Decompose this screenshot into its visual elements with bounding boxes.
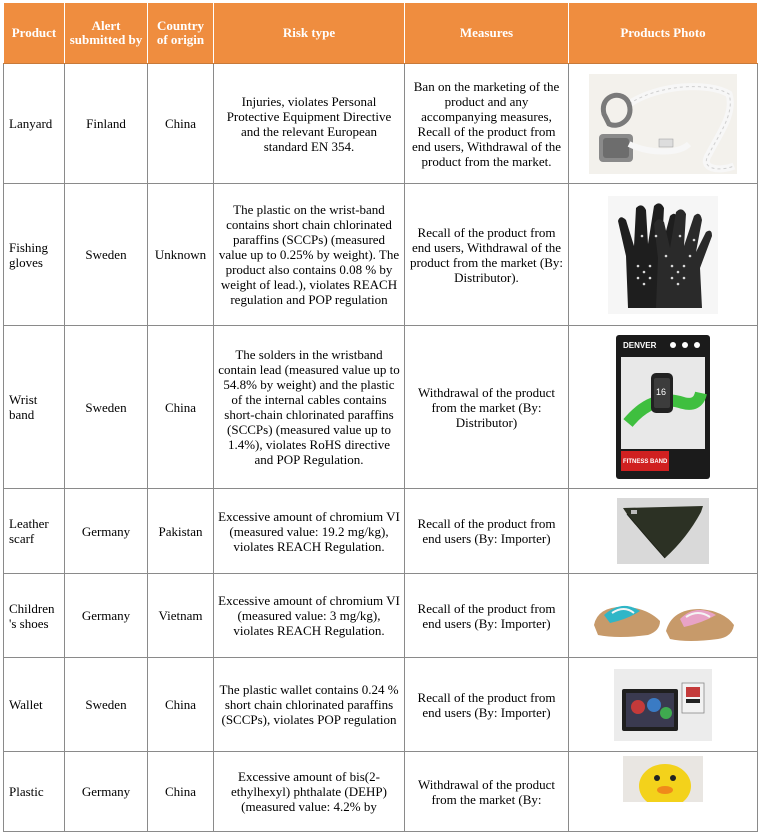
header-risk-type: Risk type — [214, 3, 405, 64]
product-alerts-table — [3, 2, 758, 832]
country-cell: China — [148, 64, 214, 184]
header-alert-submitted-by: Alert submitted by — [65, 3, 148, 64]
header-products-photo: Products Photo — [569, 3, 758, 64]
table-row — [4, 184, 758, 326]
risk-cell: Excessive amount of chromium VI (measured value: 3 mg/kg), violates REACH Regulation. — [214, 574, 405, 658]
photo-cell — [569, 64, 758, 184]
risk-cell: The solders in the wristband contain lead (measured value up to 54.8% by weight) and the plastic of the internal cables contains short-chain chlorinated paraffins (SCCPs) (measured value up to 1.4%), violates RoHS directive and POP Regulation. — [214, 326, 405, 489]
header-product: Product — [4, 3, 65, 64]
header-row — [4, 3, 758, 64]
svg-text:16: 16 — [656, 387, 667, 397]
measures-cell: Recall of the product from end users (By: Importer) — [405, 574, 569, 658]
risk-cell: The plastic on the wrist-band contains short chain chlorinated paraffins (SCCPs) (measured value up to 0.25% by weight). The product also contains 0.08 % by weight of lead.), violates REACH regulation and POP regulation — [214, 184, 405, 326]
gloves-photo — [608, 196, 718, 314]
product-cell: Plastic — [4, 752, 65, 832]
risk-cell: Excessive amount of bis(2-ethylhexyl) phthalate (DEHP) (measured value: 4.2% by — [214, 752, 405, 832]
duck-photo — [623, 756, 703, 802]
alert-by-cell: Sweden — [65, 658, 148, 752]
photo-cell — [569, 184, 758, 326]
header-measures: Measures — [405, 3, 569, 64]
scarf-photo — [617, 498, 709, 564]
wristband-caption: FITNESS BAND — [623, 459, 668, 465]
table-row — [4, 752, 758, 832]
measures-cell: Recall of the product from end users (By: Importer) — [405, 489, 569, 574]
country-cell: China — [148, 658, 214, 752]
measures-cell: Withdrawal of the product from the market (By: — [405, 752, 569, 832]
table-row — [4, 574, 758, 658]
product-cell: Leather scarf — [4, 489, 65, 574]
photo-cell — [569, 658, 758, 752]
measures-cell: Recall of the product from end users, Withdrawal of the product from the market (By: Distributor). — [405, 184, 569, 326]
photo-cell — [569, 489, 758, 574]
table-row — [4, 326, 758, 489]
photo-cell — [569, 574, 758, 658]
risk-cell: Injuries, violates Personal Protective Equipment Directive and the relevant European standard EN 354. — [214, 64, 405, 184]
alert-by-cell: Germany — [65, 752, 148, 832]
header-country-of-origin: Country of origin — [148, 3, 214, 64]
country-cell: Unknown — [148, 184, 214, 326]
product-cell: Wallet — [4, 658, 65, 752]
wallet-photo — [614, 669, 712, 741]
lanyard-photo — [589, 74, 737, 174]
product-cell: Fishing gloves — [4, 184, 65, 326]
alert-by-cell: Finland — [65, 64, 148, 184]
product-cell: Lanyard — [4, 64, 65, 184]
alert-by-cell: Sweden — [65, 326, 148, 489]
wristband-brand: DENVER — [623, 341, 657, 350]
wristband-photo — [613, 333, 713, 481]
measures-cell: Withdrawal of the product from the market (By: Distributor) — [405, 326, 569, 489]
country-cell: China — [148, 752, 214, 832]
alert-by-cell: Germany — [65, 574, 148, 658]
table-row — [4, 489, 758, 574]
photo-cell — [569, 326, 758, 489]
measures-cell: Recall of the product from end users (By: Importer) — [405, 658, 569, 752]
photo-cell — [569, 752, 758, 832]
alert-by-cell: Sweden — [65, 184, 148, 326]
risk-cell: Excessive amount of chromium VI (measured value: 19.2 mg/kg), violates REACH Regulation. — [214, 489, 405, 574]
product-cell: Children 's shoes — [4, 574, 65, 658]
alert-by-cell: Germany — [65, 489, 148, 574]
shoes-photo — [588, 585, 738, 647]
table-row — [4, 64, 758, 184]
measures-cell: Ban on the marketing of the product and any accompanying measures, Recall of the product from end users, Withdrawal of the product from the market. — [405, 64, 569, 184]
risk-cell: The plastic wallet contains 0.24 % short chain chlorinated paraffins (SCCPs), violates POP regulation — [214, 658, 405, 752]
product-cell: Wrist band — [4, 326, 65, 489]
country-cell: China — [148, 326, 214, 489]
country-cell: Pakistan — [148, 489, 214, 574]
table-row — [4, 658, 758, 752]
country-cell: Vietnam — [148, 574, 214, 658]
